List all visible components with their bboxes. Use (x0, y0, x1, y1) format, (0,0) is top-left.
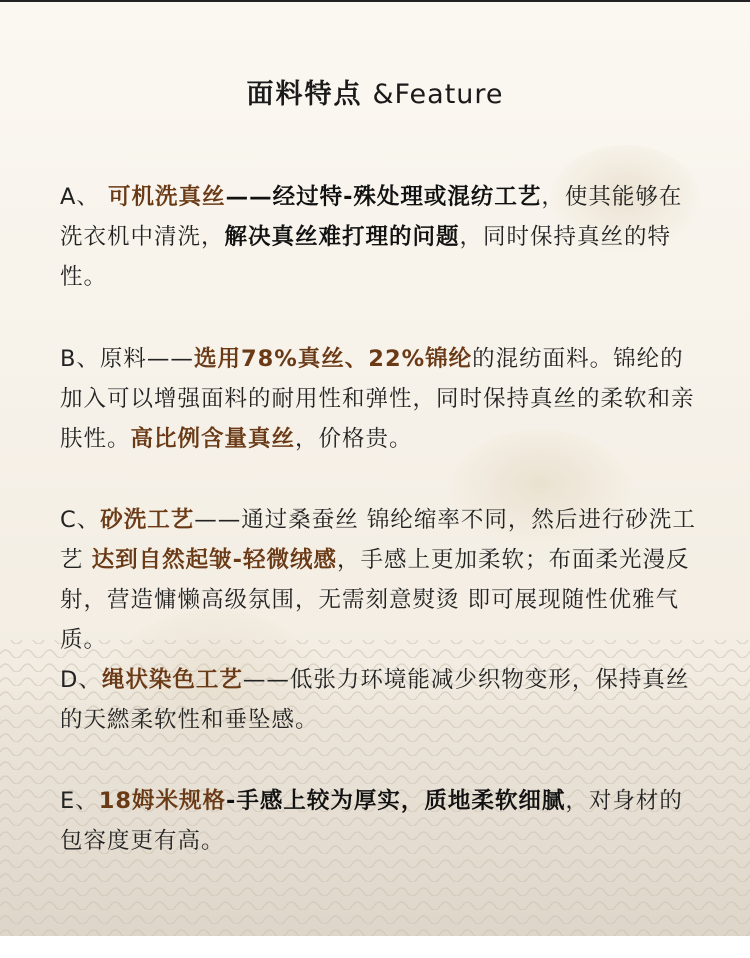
page-title (0, 72, 750, 111)
feature-b (60, 339, 700, 459)
feature-b-text-2: 的混纺面料。锦纶的加入可以增强面料的耐用性和弹性，同时保持真丝的柔软和亲肤性。 (60, 346, 695, 452)
feature-d (60, 660, 700, 740)
feature-a-bold-1: ——经过特-殊处理或混纺工艺 (225, 184, 542, 210)
feature-b-text-1: B、原料—— (60, 346, 194, 372)
feature-e-text-2: ，对身材的包容度更有高。 (60, 788, 683, 854)
feature-c-text-2: ——通过桑蚕丝 锦纶缩率不同，然后进行砂洗工艺 (60, 507, 696, 573)
feature-c (60, 500, 700, 660)
feature-d-highlight: 绳状染色工艺 (101, 667, 243, 693)
feature-e-bold: -手感上较为厚实，质地柔软细腻 (226, 788, 566, 814)
feature-a (60, 177, 700, 297)
title-english: &Feature (372, 79, 504, 110)
feature-c-text-3: ，手感上更加柔软；布面柔光漫反射，营造慵懒高级氛围，无需刻意熨烫 即可展现随性优雅气质。 (60, 547, 690, 653)
feature-a-highlight: 可机洗真丝 (108, 184, 226, 210)
feature-b-highlight-1: 选用78%真丝、22%锦纶 (193, 346, 473, 372)
feature-e-text-1: E、 (60, 788, 99, 814)
feature-c-highlight-2: 达到自然起皱-轻微绒感 (91, 547, 337, 573)
feature-a-text-1: ，使其能够在洗衣机中清洗， (60, 184, 683, 250)
feature-a-prefix: A、 (60, 184, 109, 210)
feature-e (60, 781, 700, 861)
bottom-band (0, 936, 750, 958)
feature-a-bold-2: 解决真丝难打理的问题 (224, 224, 460, 250)
feature-c-highlight-1: 砂洗工艺 (100, 507, 195, 533)
feature-d-text-1: D、 (60, 667, 102, 693)
feature-c-text-1: C、 (60, 507, 101, 533)
feature-e-highlight: 18姆米规格 (98, 788, 227, 814)
feature-b-highlight-2: 高比例含量真丝 (130, 426, 296, 452)
feature-a-text-2: ，同时保持真丝的特性。 (60, 224, 672, 290)
feature-b-text-3: ，价格贵。 (295, 426, 413, 452)
feature-d-text-2: ——低张力环境能减少织物变形，保持真丝的天繎柔软性和垂坠感。 (60, 667, 690, 733)
title-chinese: 面料特点 (246, 79, 363, 110)
